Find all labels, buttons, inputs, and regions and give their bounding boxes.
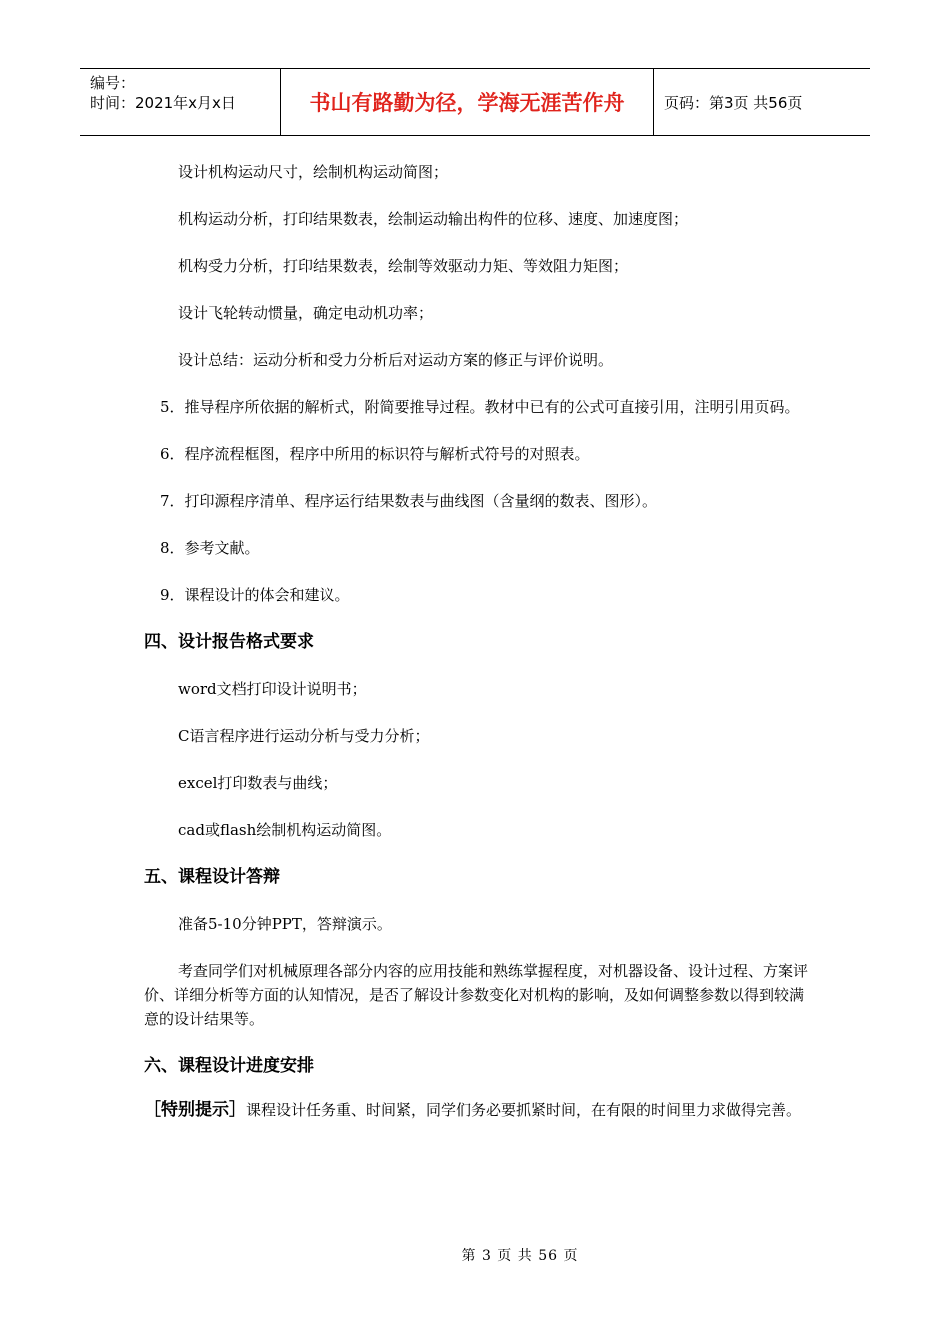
page-footer: 第 3 页 共 56 页 [461, 1248, 579, 1264]
list-item: excel打印数表与曲线； [178, 774, 338, 792]
numbered-item: 6．程序流程框图，程序中所用的标识符与解析式符号的对照表。 [160, 445, 590, 463]
tip-text: 课程设计任务重、时间紧，同学们务必要抓紧时间，在有限的时间里力求做得完善。 [246, 1101, 802, 1119]
paragraph: 考查同学们对机械原理各部分内容的应用技能和熟练掌握程度，对机器设备、设计过程、方案评价、详细分析等方面的认知情况，是否了解设计参数变化对机构的影响，及如何调整参数以得到较满意的设计结果等。 [144, 962, 809, 1028]
section-heading: 四、设计报告格式要求 [144, 632, 314, 652]
list-item: cad或flash绘制机构运动简图。 [178, 821, 392, 839]
header-page-label: 页码：第3页 共56页 [664, 93, 803, 112]
header-motto: 书山有路勤为径，学海无涯苦作舟 [281, 69, 654, 135]
list-item: word文档打印设计说明书； [178, 680, 367, 698]
list-item: 机构受力分析，打印结果数表，绘制等效驱动力矩、等效阻力矩图； [178, 257, 629, 275]
tip-label: ［特别提示］ [144, 1100, 246, 1120]
list-item: 设计总结：运动分析和受力分析后对运动方案的修正与评价说明。 [178, 351, 614, 369]
numbered-item: 5．推导程序所依据的解析式，附简要推导过程。教材中已有的公式可直接引用，注明引用页码。 [160, 398, 800, 416]
numbered-item: 8．参考文献。 [160, 539, 260, 557]
paragraph: 准备5-10分钟PPT，答辩演示。 [178, 915, 392, 933]
header-left-cell [80, 69, 281, 135]
page-header [80, 68, 870, 136]
list-item: 机构运动分析，打印结果数表，绘制运动输出构件的位移、速度、加速度图； [178, 210, 689, 228]
numbered-item: 7．打印源程序清单、程序运行结果数表与曲线图（含量纲的数表、图形）。 [160, 492, 658, 510]
section-heading: 五、课程设计答辩 [144, 867, 280, 887]
list-item: 设计飞轮转动惯量，确定电动机功率； [178, 304, 434, 322]
list-item: 设计机构运动尺寸，绘制机构运动简图； [178, 163, 449, 181]
date-label: 时间：2021年x月x日 [90, 94, 236, 112]
list-item: C语言程序进行运动分析与受力分析； [178, 727, 430, 745]
document-body [144, 160, 809, 1122]
section-heading: 六、课程设计进度安排 [144, 1056, 314, 1076]
numbered-item: 9．课程设计的体会和建议。 [160, 586, 350, 604]
special-tip [144, 1098, 809, 1122]
doc-number-label: 编号： [90, 74, 136, 92]
